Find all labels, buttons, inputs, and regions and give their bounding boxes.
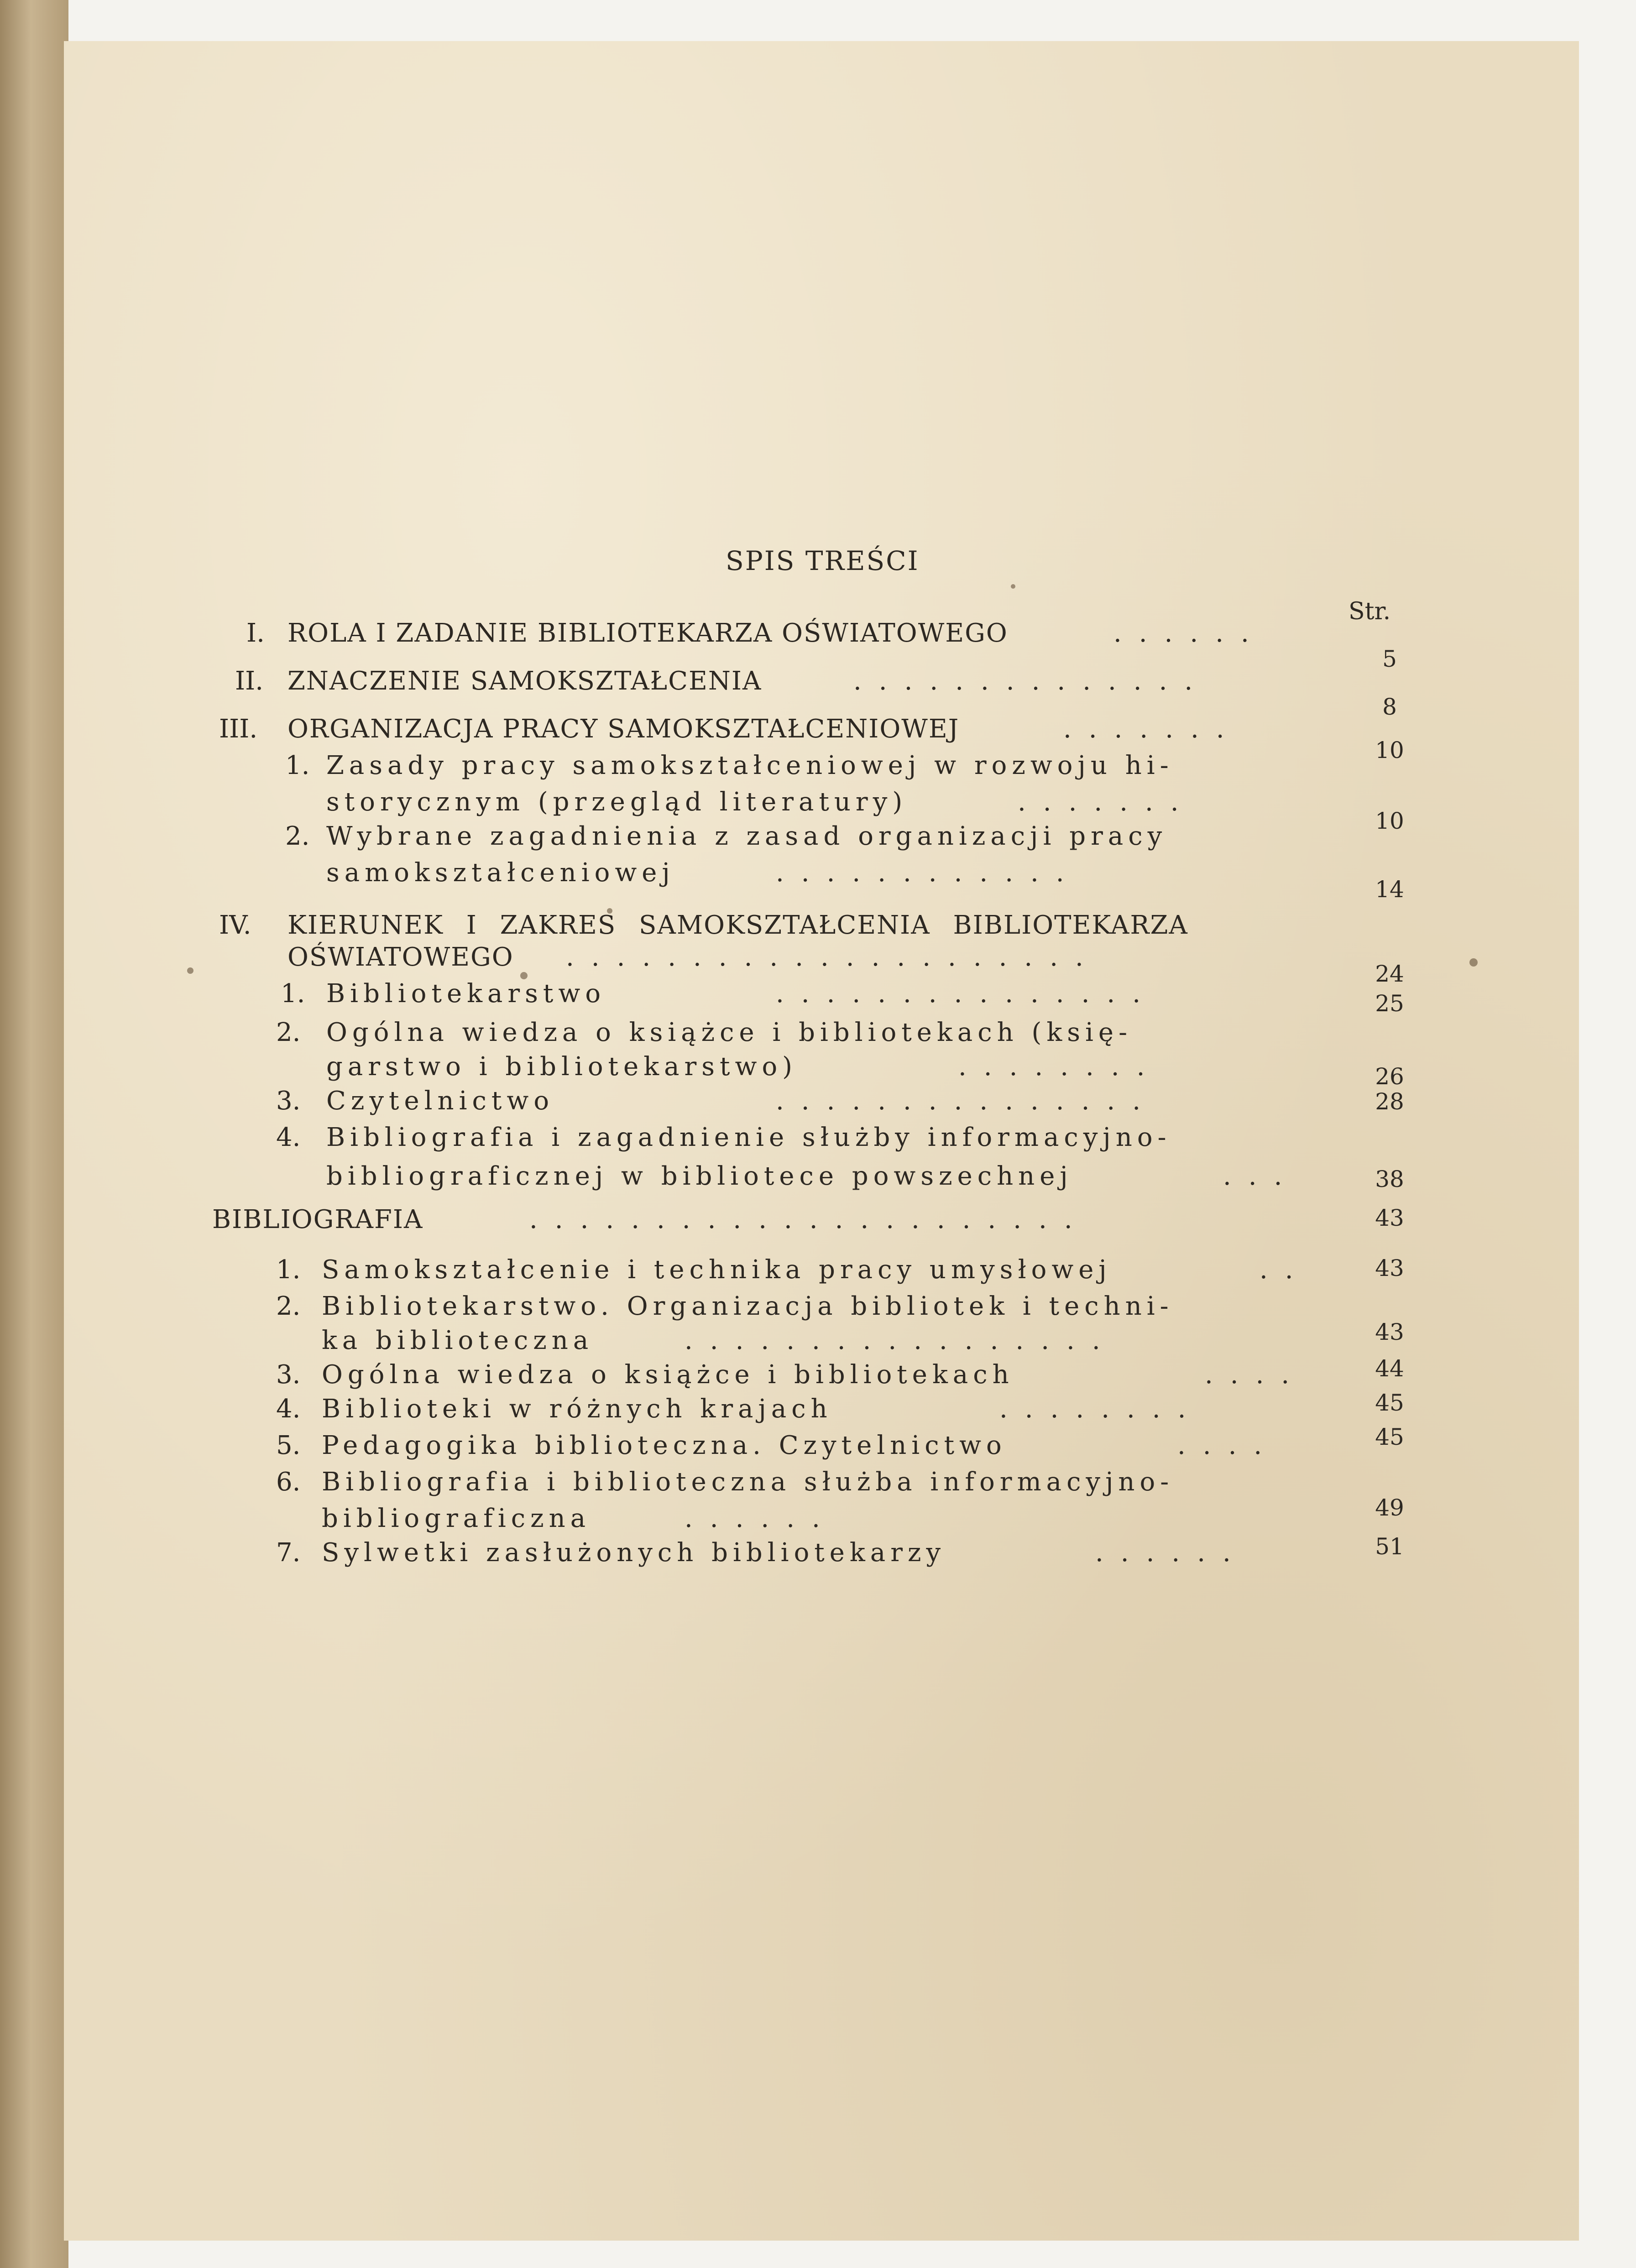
- toc-entry-continued: [0, 942, 1636, 987]
- entry-page: 45: [1375, 1390, 1404, 1416]
- entry-page: 14: [1375, 876, 1404, 903]
- toc-entry: [0, 910, 1636, 947]
- leader-dots: ......: [685, 1504, 837, 1533]
- leader-dots: ...: [1223, 1161, 1300, 1191]
- toc-entry: [0, 618, 1636, 672]
- entry-title: Ogólna wiedza o książce i bibliotekach (księ-: [326, 1018, 1132, 1047]
- entry-title: samokształceniowej: [326, 858, 675, 888]
- toc-entry: [0, 1533, 1636, 1574]
- entry-title: ORGANIZACJA PRACY SAMOKSZTAŁCENIOWEJ: [287, 714, 960, 744]
- toc-entry: [0, 751, 1636, 787]
- entry-page: 43: [1375, 1255, 1404, 1281]
- page-column-header: Str.: [1349, 598, 1391, 625]
- toc-entry: [0, 979, 1636, 1015]
- leader-dots: ........: [999, 1394, 1203, 1424]
- entry-title: garstwo i bibliotekarstwo): [326, 1052, 798, 1082]
- entry-number: 4.: [276, 1394, 301, 1424]
- entry-page: 10: [1375, 737, 1404, 763]
- entry-number: 7.: [276, 1538, 301, 1568]
- toc-entry: [0, 1018, 1636, 1054]
- leader-dots: ...............: [776, 979, 1158, 1009]
- entry-number: IV.: [219, 910, 251, 940]
- entry-page: 8: [1382, 694, 1397, 720]
- toc-entry: [0, 1086, 1636, 1123]
- entry-title: Bibliografia i biblioteczna służba informacyjno-: [322, 1467, 1174, 1497]
- entry-title: BIBLIOGRAFIA: [212, 1205, 423, 1234]
- entry-page: 26: [1375, 1063, 1404, 1090]
- entry-number: 2.: [276, 1291, 301, 1321]
- entry-title: KIERUNEK I ZAKRES SAMOKSZTAŁCENIA BIBLIOTEKARZA: [287, 910, 1188, 940]
- leader-dots: ......................: [529, 1205, 1090, 1234]
- entry-number: 5.: [276, 1431, 301, 1460]
- toc-entry-continued: [0, 858, 1636, 903]
- entry-title: OŚWIATOWEGO: [287, 942, 514, 972]
- toc-entry-continued: [0, 787, 1636, 834]
- entry-page: 28: [1375, 1088, 1404, 1115]
- leader-dots: .....................: [566, 942, 1101, 972]
- toc-entry: [0, 1424, 1636, 1467]
- entry-number: 1.: [285, 751, 310, 780]
- entry-number: II.: [235, 666, 264, 696]
- leader-dots: ....: [1177, 1431, 1280, 1460]
- leader-dots: ............: [776, 858, 1082, 888]
- toc-entry: [0, 1255, 1636, 1291]
- entry-title: Bibliografia i zagadnienie służby informacyjno-: [326, 1123, 1171, 1152]
- entry-page: 5: [1382, 646, 1397, 672]
- entry-title: ROLA I ZADANIE BIBLIOTEKARZA OŚWIATOWEGO: [287, 618, 1008, 648]
- entry-title: ZNACZENIE SAMOKSZTAŁCENIA: [287, 666, 762, 696]
- entry-page: 25: [1375, 990, 1404, 1017]
- entry-page: 44: [1375, 1355, 1404, 1382]
- entry-page: 24: [1375, 961, 1404, 987]
- toc-entry: [0, 714, 1636, 763]
- toc-title: SPIS TREŚCI: [726, 545, 920, 576]
- entry-page: 45: [1375, 1424, 1404, 1450]
- entry-number: 3.: [276, 1086, 301, 1116]
- entry-title: Samokształcenie i technika pracy umysłowej: [322, 1255, 1112, 1285]
- leader-dots: ..: [1260, 1255, 1311, 1285]
- entry-number: 1.: [276, 1255, 301, 1285]
- entry-number: I.: [246, 618, 265, 648]
- leader-dots: ...............: [776, 1086, 1158, 1116]
- toc-entry: [0, 1123, 1636, 1159]
- entry-number: 3.: [276, 1360, 301, 1390]
- entry-title: bibliograficzna: [322, 1504, 591, 1533]
- leader-dots: .......: [1063, 714, 1242, 744]
- entry-title: Czytelnictwo: [326, 1086, 554, 1116]
- entry-title: Pedagogika biblioteczna. Czytelnictwo: [322, 1431, 1007, 1460]
- entry-title: Bibliotekarstwo: [326, 979, 606, 1009]
- leader-dots: .......: [1018, 787, 1196, 817]
- entry-title: Zasady pracy samokształceniowej w rozwoju hi-: [326, 751, 1174, 780]
- leader-dots: ......: [1113, 618, 1266, 648]
- leader-dots: ......: [1095, 1538, 1248, 1568]
- entry-page: 43: [1375, 1205, 1404, 1231]
- entry-page: 43: [1375, 1319, 1404, 1345]
- entry-page: 10: [1375, 808, 1404, 834]
- entry-number: 2.: [285, 821, 310, 851]
- leader-dots: ........: [958, 1052, 1162, 1082]
- entry-title: Ogólna wiedza o książce i bibliotekach: [322, 1360, 1014, 1390]
- entry-number: 4.: [276, 1123, 301, 1152]
- entry-number: 1.: [281, 979, 305, 1009]
- entry-title: ka biblioteczna: [322, 1326, 594, 1355]
- entry-number: 6.: [276, 1467, 301, 1497]
- entry-title: bibliograficznej w bibliotece powszechnej: [326, 1161, 1073, 1191]
- leader-dots: .................: [685, 1326, 1118, 1355]
- toc-entry: [0, 1205, 1636, 1241]
- entry-page: 38: [1375, 1166, 1404, 1192]
- entry-title: Sylwetki zasłużonych bibliotekarzy: [322, 1538, 946, 1568]
- entry-title: Bibliotekarstwo. Organizacja bibliotek i techni-: [322, 1291, 1174, 1321]
- leader-dots: ..............: [853, 666, 1210, 696]
- toc-entry-continued: [0, 1161, 1636, 1198]
- toc-entry: [0, 666, 1636, 720]
- entry-title: Biblioteki w różnych krajach: [322, 1394, 832, 1424]
- entry-number: 2.: [276, 1018, 301, 1047]
- toc-entry-continued: [0, 1052, 1636, 1088]
- entry-title: storycznym (przegląd literatury): [326, 787, 908, 817]
- entry-page: 49: [1375, 1495, 1404, 1521]
- entry-page: 51: [1375, 1533, 1404, 1560]
- entry-title: Wybrane zagadnienia z zasad organizacji pracy: [326, 821, 1167, 851]
- leader-dots: ....: [1205, 1360, 1307, 1390]
- entry-number: III.: [219, 714, 258, 744]
- toc-entry: [0, 821, 1636, 858]
